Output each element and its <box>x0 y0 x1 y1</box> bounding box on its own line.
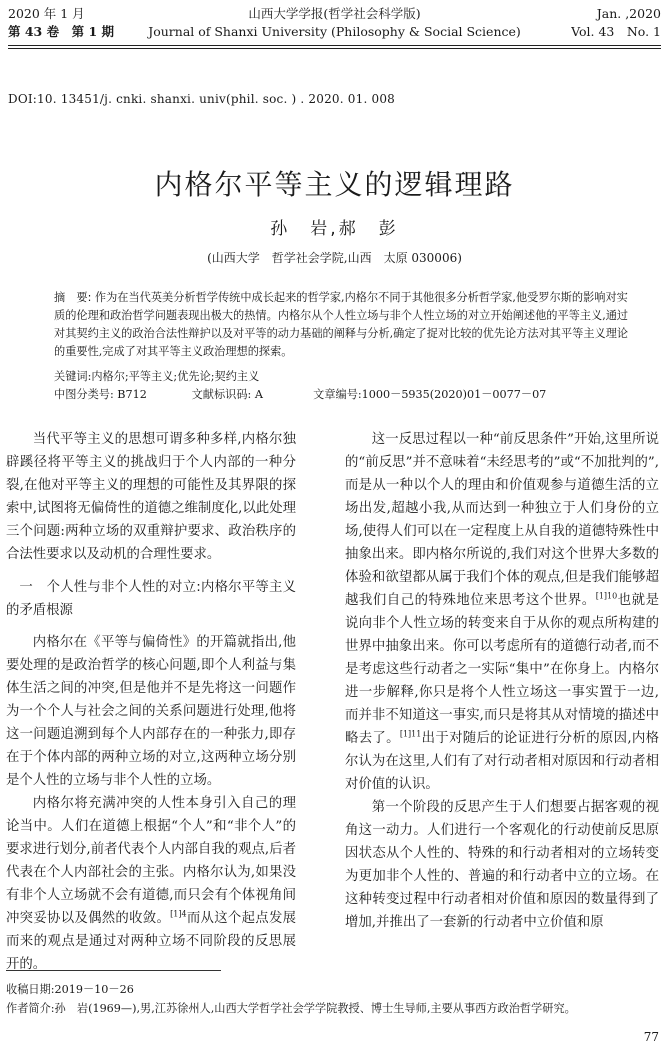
section-heading: 一 个人性与非个人性的对立:内格尔平等主义的矛盾根源 <box>6 580 296 618</box>
clc-value: B712 <box>117 388 147 401</box>
header-rule-top <box>8 45 661 46</box>
doc-label: 文献标识码: <box>191 388 252 401</box>
journal-name-cn: 山西大学学报(哲学社会科学版) <box>248 6 421 21</box>
body-text: 出于对随后的论证进行分析的原因,内格尔认为在这里,人们有了对行动者相对原因和行动者相对价值的认识。 <box>345 731 659 792</box>
authors: 孙 岩,郝 彭 <box>270 219 399 239</box>
received-date: 收稿日期:2019－10－26 <box>6 983 134 996</box>
body-paragraph: 第一个阶段的反思产生于人们想要占据客观的视角这一动力。人们进行一个客观化的行动使前反思原因状态从个人性的、特殊的和行动者相对的立场转变为更加非个人性的、普遍的和行动者中立的立场。在这种转变过程中行动者相对价值和原因的数量得到了增加,并推出了一套新的行动者中立价值和原 <box>345 800 659 930</box>
abstract-label: 摘 要: <box>54 291 92 304</box>
header-volume-cn: 第 43 卷 第 1 期 <box>8 24 114 39</box>
citation: [1]10 <box>595 591 618 601</box>
left-column <box>6 428 296 976</box>
journal-name-en: Journal of Shanxi University (Philosophy & Social Science) <box>148 24 521 39</box>
keywords <box>54 368 639 386</box>
body-paragraph: 内格尔在《平等与偏倚性》的开篇就指出,他要处理的是政治哲学的核心问题,即个人利益与集体生活之间的冲突,但是他并不是先将这一问题作为一个个人与社会之间的关系问题进行处理,他将这一问题追溯到每个人内部存在的一种张力,即存在于个体内部的两种立场的对立,这两种立场分别是个人性的立场与非个人性的立场。 <box>6 635 296 788</box>
header-center <box>8 5 661 41</box>
clc-label: 中图分类号: <box>54 388 114 401</box>
keywords-text: 内格尔;平等主义;优先论;契约主义 <box>91 370 260 383</box>
running-header <box>8 5 661 45</box>
body-text: 而从这个起点发展而来的观点是通过对两种立场不同阶段的反思展开的。 <box>6 911 297 972</box>
body-text: 这一反思过程以一种“前反思条件”开始,这里所说的“前反思”并不意味着“未经思考的”或“不加批判的”,而是从一种以个人的理由和价值观参与道德生活的立场出发,超越小我,从而达到一种独立于人们身份的立场,使得人们可以在一定程度上从自我的道德特殊性中抽象出来。即内格尔所说的,我们对这个世界大多数的体验和欲望都从属于我们个体的观点,但是我们能够超越我们自己的特殊地位来思考这个世界。 <box>345 432 659 608</box>
citation: [1]4 <box>170 909 187 919</box>
article-title: 内格尔平等主义的逻辑理路 <box>154 168 515 201</box>
page-number: 77 <box>643 1030 659 1044</box>
clc-code <box>54 386 188 404</box>
body-text: 也就是说向非个人性立场的转变来自于从你的观点所构建的世界中抽象出来。你可以考虑所有的道德行动者,而不是考虑这些行动者之一实际“集中”在你身上。内格尔进一步解释,你只是将个人性立场这一事实置于一边,而并非不知道这一事实,而只是将其从对情境的描述中略去了。 <box>345 593 660 746</box>
citation: [1]11 <box>399 729 422 739</box>
doc-value: A <box>254 388 263 401</box>
right-column <box>345 428 659 934</box>
doi: DOI:10. 13451/j. cnki. shanxi. univ(phil. soc. ) . 2020. 01. 008 <box>8 92 395 106</box>
keywords-label: 关键词: <box>54 370 92 383</box>
header-rule-bottom <box>8 48 661 49</box>
doc-code <box>192 386 310 404</box>
header-right <box>571 5 661 41</box>
article-code <box>313 386 546 404</box>
classification-line <box>54 386 639 404</box>
header-date: 2020 年 1 月 <box>8 6 85 21</box>
abstract <box>54 289 639 361</box>
body-paragraph <box>345 428 659 796</box>
footnote-rule <box>6 970 221 971</box>
intro-paragraph: 当代平等主义的思想可谓多种多样,内格尔独辟蹊径将平等主义的挑战归于个人内部的一种分裂,在他对平等主义的理想的可能性及其界限的探索中,试图将无偏倚性的道德之维制度化,以此处理三个问题:两种立场的双重辩护要求、政治秩序的合法性要求以及动机的合理性要求。 <box>6 432 296 562</box>
article-value: 1000－5935(2020)01－0077－07 <box>361 388 547 401</box>
abstract-text: 作为在当代英美分析哲学传统中成长起来的哲学家,内格尔不同于其他很多分析哲学家,他受罗尔斯的影响对实质的伦理和政治哲学问题表现出极大的热情。内格尔从个人性立场与非个人性立场的对立开始阐述他的平等主义,通过对其契约主义的政治合法性辩护以及对平等的动力基础的阐释与分析,确定了捉对比较的优先论方法对其平等主义理论的重要性,完成了对其平等主义政治理想的探索。 <box>54 291 629 358</box>
header-date-en: Jan. ,2020 <box>596 6 661 21</box>
author-bio: 作者简介:孙 岩(1969—),男,江苏徐州人,山西大学哲学社会学学院教授、博士生导师,主要从事西方政治哲学研究。 <box>6 1002 576 1015</box>
body-text: 内格尔将充满冲突的人性本身引入自己的理论当中。人们在道德上根据“个人”和“非个人”的要求进行划分,前者代表个人内部自我的观点,后者代表在个人内部社会的主张。内格尔认为,如果没有非个人立场就不会有道德,而只会有个体视角间冲突妥协以及偶然的收敛。 <box>6 796 296 926</box>
header-volume-en: Vol. 43 No. 1 <box>571 24 661 39</box>
body-paragraph <box>6 792 296 976</box>
affiliation: (山西大学 哲学社会学院,山西 太原 030006) <box>207 251 462 265</box>
article-label: 文章编号: <box>313 388 362 401</box>
